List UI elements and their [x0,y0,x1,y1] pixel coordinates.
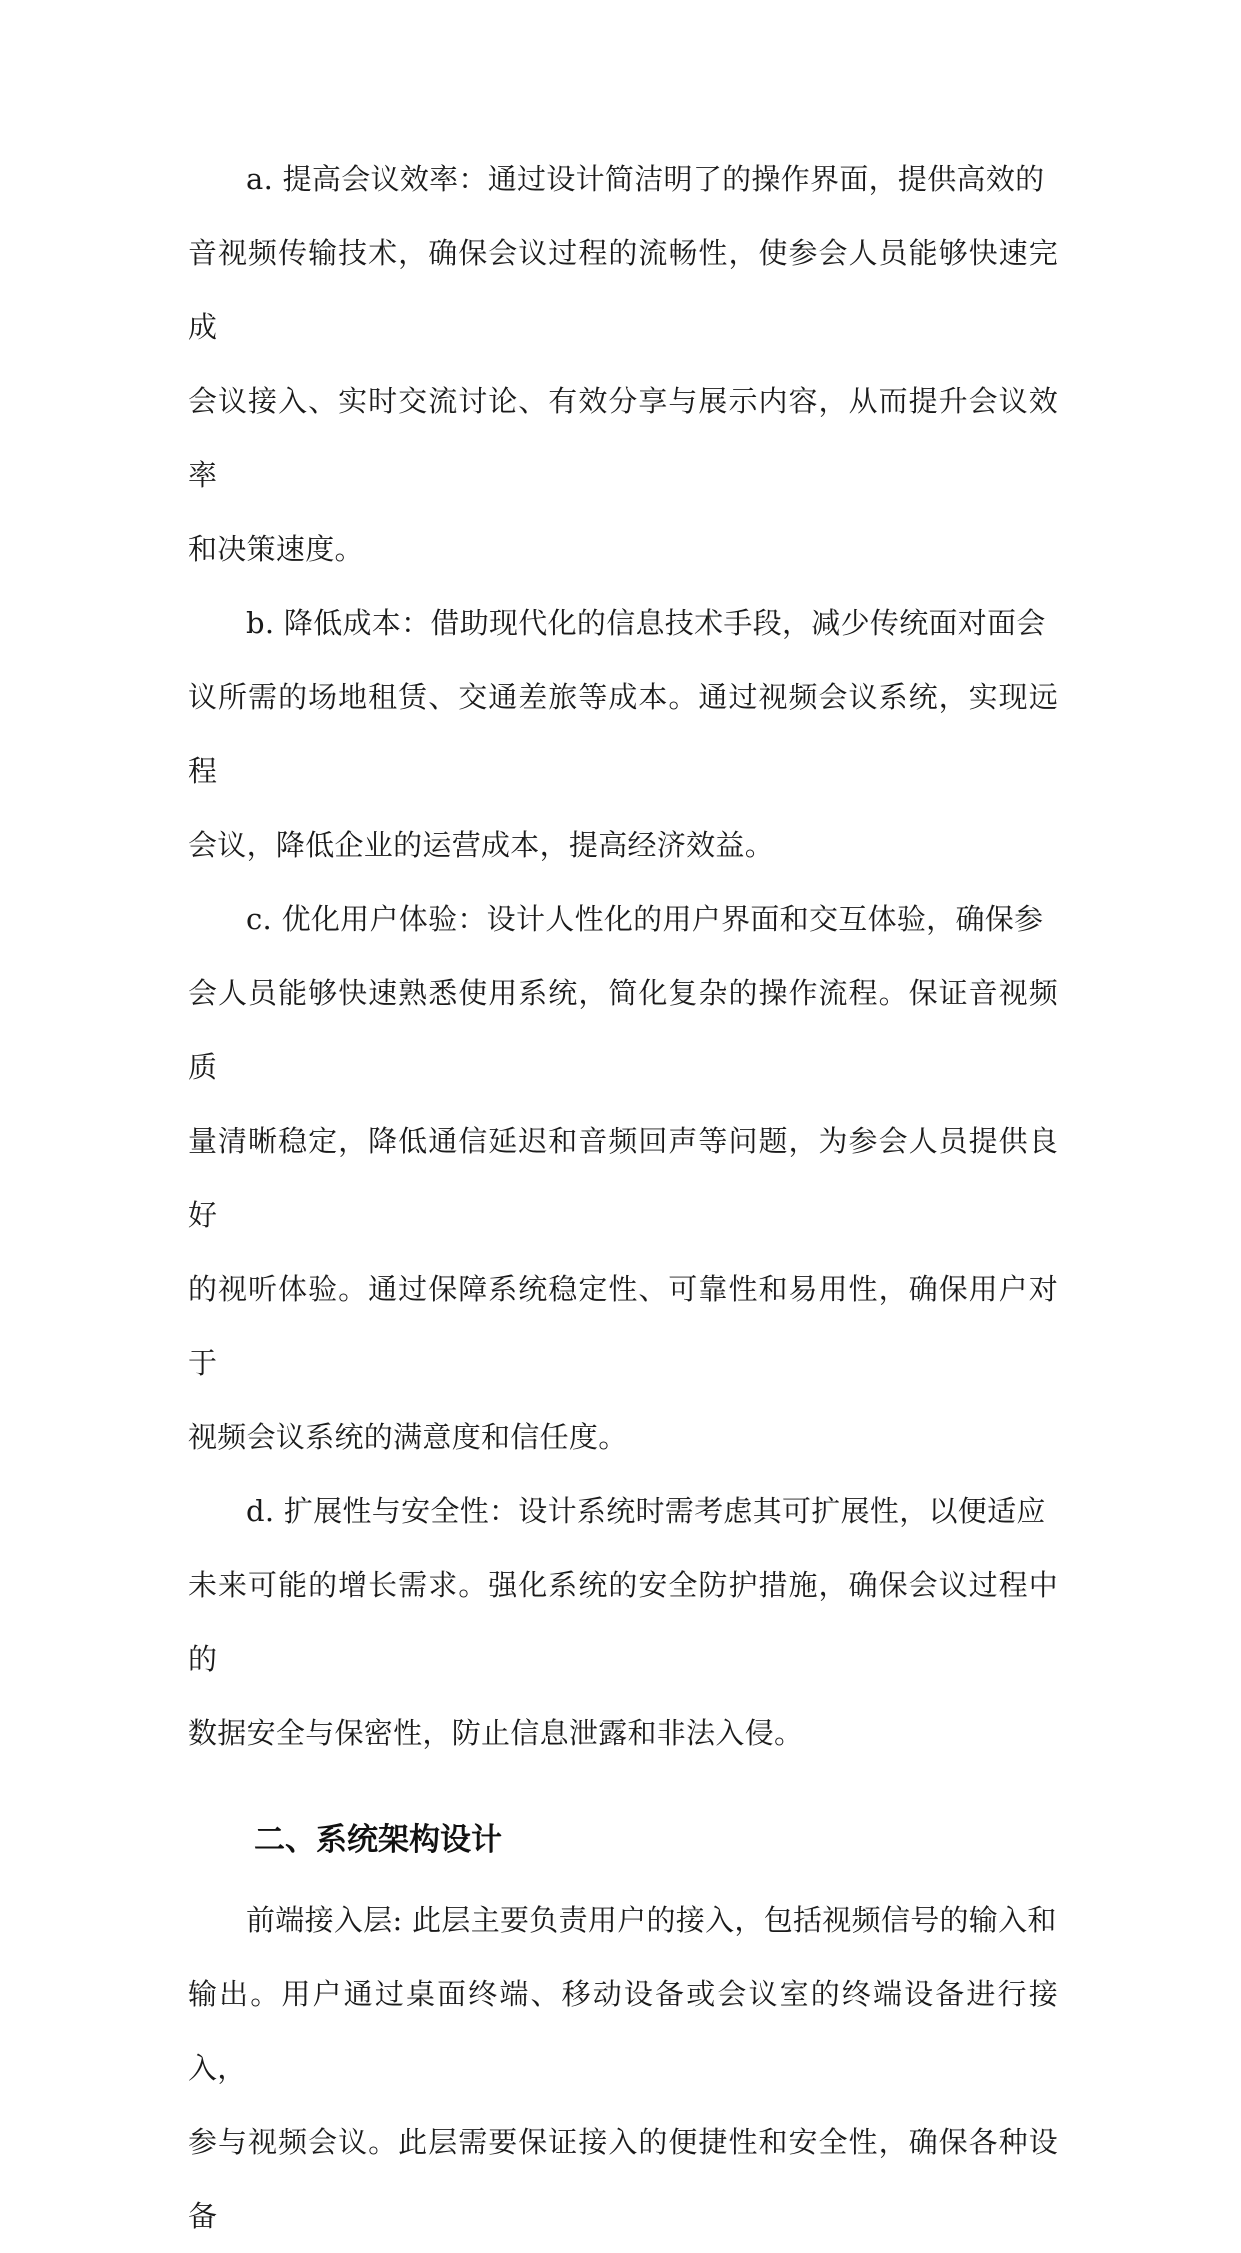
text-line: 议所需的场地租赁、交通差旅等成本。通过视频会议系统，实现远程 [188,680,1058,788]
paragraph-goal-user-experience [188,882,1058,1474]
text-line: 的视听体验。通过保障系统稳定性、可靠性和易用性，确保用户对于 [188,1272,1058,1380]
document-body [188,142,1058,2253]
paragraph-goal-cost [188,586,1058,882]
text-line: 前端接入层: 此层主要负责用户的接入，包括视频信号的输入和 [246,1903,1057,1937]
text-line: d. 扩展性与安全性：设计系统时需考虑其可扩展性，以便适应 [246,1494,1046,1528]
text-line: 数据安全与保密性，防止信息泄露和非法入侵。 [188,1716,804,1750]
section-heading: 二、系统架构设计 [254,1822,502,1858]
text-line: b. 降低成本：借助现代化的信息技术手段，减少传统面对面会 [246,606,1046,640]
paragraph-goal-efficiency [188,142,1058,586]
text-line: 音视频传输技术，确保会议过程的流畅性，使参会人员能够快速完成 [188,236,1058,344]
text-line: 参与视频会议。此层需要保证接入的便捷性和安全性，确保各种设备 [188,2125,1058,2233]
text-line: 会人员能够快速熟悉使用系统，简化复杂的操作流程。保证音视频质 [188,976,1058,1084]
text-line: 量清晰稳定，降低通信延迟和音频回声等问题，为参会人员提供良好 [188,1124,1058,1232]
text-line: 会议，降低企业的运营成本，提高经济效益。 [188,828,775,862]
text-line: 视频会议系统的满意度和信任度。 [188,1420,628,1454]
text-line: 未来可能的增长需求。强化系统的安全防护措施，确保会议过程中的 [188,1568,1058,1676]
text-line: c. 优化用户体验：设计人性化的用户界面和交互体验，确保参 [246,902,1044,936]
text-line: a. 提高会议效率：通过设计简洁明了的操作界面，提供高效的 [246,162,1045,196]
text-line: 和决策速度。 [188,532,364,566]
text-line: 会议接入、实时交流讨论、有效分享与展示内容，从而提升会议效率 [188,384,1058,492]
paragraph-goal-scalability-security [188,1474,1058,1770]
text-line: 输出。用户通过桌面终端、移动设备或会议室的终端设备进行接入， [188,1977,1058,2085]
paragraph-frontend-access-layer [188,1883,1058,2253]
